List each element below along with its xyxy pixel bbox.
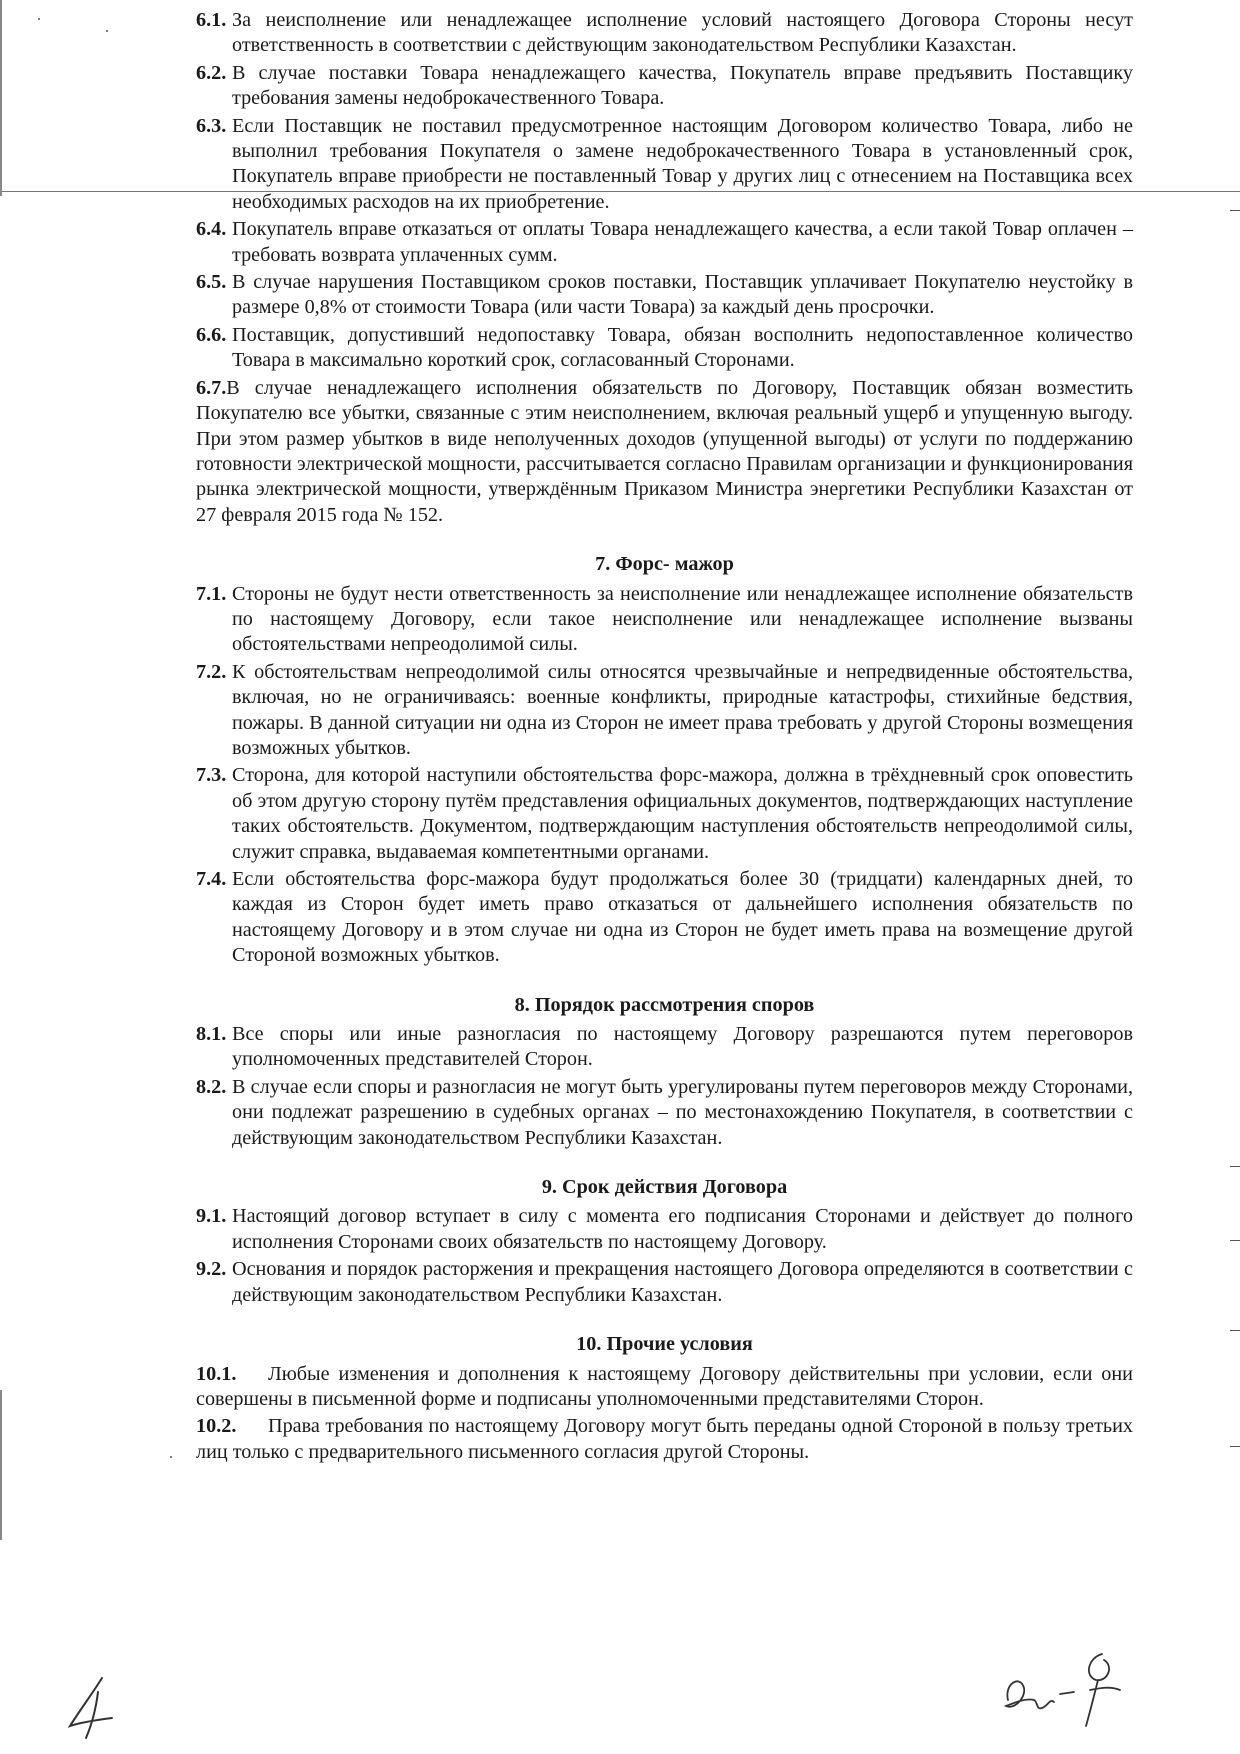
scan-edge-line bbox=[0, 0, 2, 196]
scan-tick bbox=[1230, 210, 1240, 211]
clause-number: 6.4. bbox=[196, 218, 227, 241]
contract-clause bbox=[196, 1362, 1133, 1413]
clause-number: 10.1. bbox=[196, 1362, 237, 1385]
clause-number: 10.2. bbox=[196, 1415, 237, 1438]
clause-number: 6.7. bbox=[196, 376, 227, 399]
clause-number: 8.2. bbox=[196, 1075, 227, 1098]
contract-clause-paragraph bbox=[196, 376, 1133, 528]
contract-clause bbox=[196, 61, 1133, 112]
contract-clause bbox=[196, 8, 1133, 59]
clause-number: 7.4. bbox=[196, 868, 227, 890]
clause-number: 8.1. bbox=[196, 1023, 227, 1046]
clause-text: За неисполнение или ненадлежащее исполнение условий настоящего Договора Стороны несут ответственность в соответствии с действующим законодательством Республики Казахстан. bbox=[232, 9, 1133, 57]
scan-edge-line bbox=[0, 1390, 2, 1540]
clause-number: 7.2. bbox=[196, 660, 227, 683]
contract-clause bbox=[196, 217, 1133, 268]
scan-speck bbox=[38, 18, 40, 20]
clause-text: Основания и порядок расторжения и прекращения настоящего Договора определяются в соответствии с действующим законодательством Республики Казахстан. bbox=[232, 1258, 1133, 1306]
section-heading: 8. Порядок рассмотрения споров bbox=[514, 993, 815, 1016]
contract-clause bbox=[196, 1257, 1133, 1308]
handwritten-initials-signature bbox=[990, 1640, 1140, 1730]
contract-clause bbox=[196, 114, 1133, 216]
clause-text: Если обстоятельства форс-мажора будут продолжаться более 30 (тридцати) календарных дней, то каждая из Сторон будет иметь право отказаться от дальнейшего исполнения обязательств по настоящему Договору и в этом случае ни одна из Сторон не будет иметь права на возмещение другой Стороной возможных убытков. bbox=[232, 868, 1133, 967]
scan-tick bbox=[1230, 1166, 1240, 1167]
clause-number: 6.3. bbox=[196, 114, 227, 137]
clause-text: Стороны не будут нести ответственность за неисполнение или ненадлежащее исполнение обязательств по настоящему Договору, если такое неисполнение или ненадлежащее исполнение вызваны обстоятельствами непреодолимой силы. bbox=[232, 582, 1133, 656]
clause-number: 6.5. bbox=[196, 271, 227, 294]
clause-text: В случае если споры и разногласия не могут быть урегулированы путем переговоров между Сторонами, они подлежат разрешению в судебных органах – по местонахождению Покупателя, в соответствии с действующим законодательством Республики Казахстан. bbox=[232, 1075, 1133, 1149]
contract-clause bbox=[196, 1204, 1133, 1255]
scan-tick bbox=[1230, 1446, 1240, 1447]
clause-text: В случае нарушения Поставщиком сроков поставки, Поставщик уплачивает Покупателю неустойку в размере 0,8% от стоимости Товара (или части Товара) за каждый день просрочки. bbox=[232, 271, 1133, 319]
clause-text: Права требования по настоящему Договору могут быть переданы одной Стороной в пользу третьих лиц только с предварительного письменного согласия другой Стороны. bbox=[196, 1415, 1133, 1463]
contract-clause bbox=[196, 1022, 1133, 1073]
section-heading: 9. Срок действия Договора bbox=[541, 1176, 788, 1199]
clause-number: 6.1. bbox=[196, 9, 227, 31]
clause-text: К обстоятельствам непреодолимой силы относятся чрезвычайные и непредвиденные обстоятельства, включая, но не ограничиваясь: военные конфликты, природные катастрофы, стихийные бедствия, пожары. В данной ситуации ни одна из Сторон не имеет права требовать у другой Стороны возмещения возможных убытков. bbox=[232, 660, 1133, 759]
clause-text: Поставщик, допустивший недопоставку Товара, обязан восполнить недопоставленное количество Товара в максимально короткий срок, согласованный Сторонами. bbox=[232, 323, 1133, 372]
clause-number: 6.6. bbox=[196, 323, 227, 346]
clause-number: 7.3. bbox=[196, 764, 227, 787]
contract-clause bbox=[196, 1414, 1133, 1465]
contract-clause bbox=[196, 867, 1133, 969]
contract-clause bbox=[196, 582, 1133, 658]
clause-text: Настоящий договор вступает в силу с момента его подписания Сторонами и действует до полного исполнения Сторонами своих обязательств по настоящему Договору. bbox=[232, 1205, 1133, 1253]
scan-tick bbox=[1230, 1330, 1240, 1331]
handwritten-page-number bbox=[62, 1672, 122, 1742]
contract-clause bbox=[196, 763, 1133, 865]
clause-text: Любые изменения и дополнения к настоящему Договору действительны при условии, если они совершены в письменной форме и подписаны уполномоченными представителями Сторон. bbox=[196, 1362, 1133, 1410]
scan-tick bbox=[1230, 1240, 1240, 1241]
section-heading: 7. Форс- мажор bbox=[595, 553, 734, 576]
clause-text: В случае ненадлежащего исполнения обязательств по Договору, Поставщик обязан возместить Покупателю все убытки, связанные с этим неисполнением, включая реальный ущерб и упущенную выгоду. При этом размер убытков в виде неполученных доходов (упущенной выгоды) от услуги по поддержанию готовности электрической мощности, рассчитывается согласно Правилам организации и функционирования рынка электрической мощности, утверждённым Приказом Министра энергетики Республики Казахстан от 27 февраля 2015 года № 152. bbox=[196, 376, 1133, 526]
section-heading: 10. Прочие условия bbox=[576, 1333, 753, 1356]
clause-text: В случае поставки Товара ненадлежащего качества, Покупатель вправе предъявить Поставщику требования замены недоброкачественного Товара. bbox=[232, 61, 1133, 110]
clause-text: Все споры или иные разногласия по настоящему Договору разрешаются путем переговоров уполномоченных представителей Сторон. bbox=[232, 1023, 1133, 1071]
scan-speck bbox=[170, 1456, 172, 1458]
contract-clause bbox=[196, 270, 1133, 321]
clause-number: 7.1. bbox=[196, 582, 227, 605]
scan-speck bbox=[106, 30, 108, 32]
document-body bbox=[196, 8, 1133, 1467]
contract-clause bbox=[196, 660, 1133, 762]
contract-clause bbox=[196, 323, 1133, 374]
clause-number: 9.1. bbox=[196, 1205, 227, 1228]
clause-number: 6.2. bbox=[196, 61, 227, 84]
clause-text: Покупатель вправе отказаться от оплаты Товара ненадлежащего качества, а если такой Товар оплачен – требовать возврата уплаченных сумм. bbox=[232, 218, 1133, 266]
clause-number: 9.2. bbox=[196, 1258, 227, 1281]
clause-text: Сторона, для которой наступили обстоятельства форс-мажора, должна в трёхдневный срок оповестить об этом другую сторону путём представления официальных документов, подтверждающих наступление таких обстоятельств. Документом, подтверждающим наступления обстоятельств непреодолимой силы, служит справка, выдаваемая компетентными органами. bbox=[232, 764, 1133, 863]
clause-text: Если Поставщик не поставил предусмотренное настоящим Договором количество Товара, либо не выполнил требования Покупателя о замене недоброкачественного Товара в установленный срок, Покупатель вправе приобрести не поставленный Товар у других лиц с отнесением на Поставщика всех необходимых расходов на их приобретение. bbox=[232, 114, 1133, 213]
contract-clause bbox=[196, 1075, 1133, 1151]
